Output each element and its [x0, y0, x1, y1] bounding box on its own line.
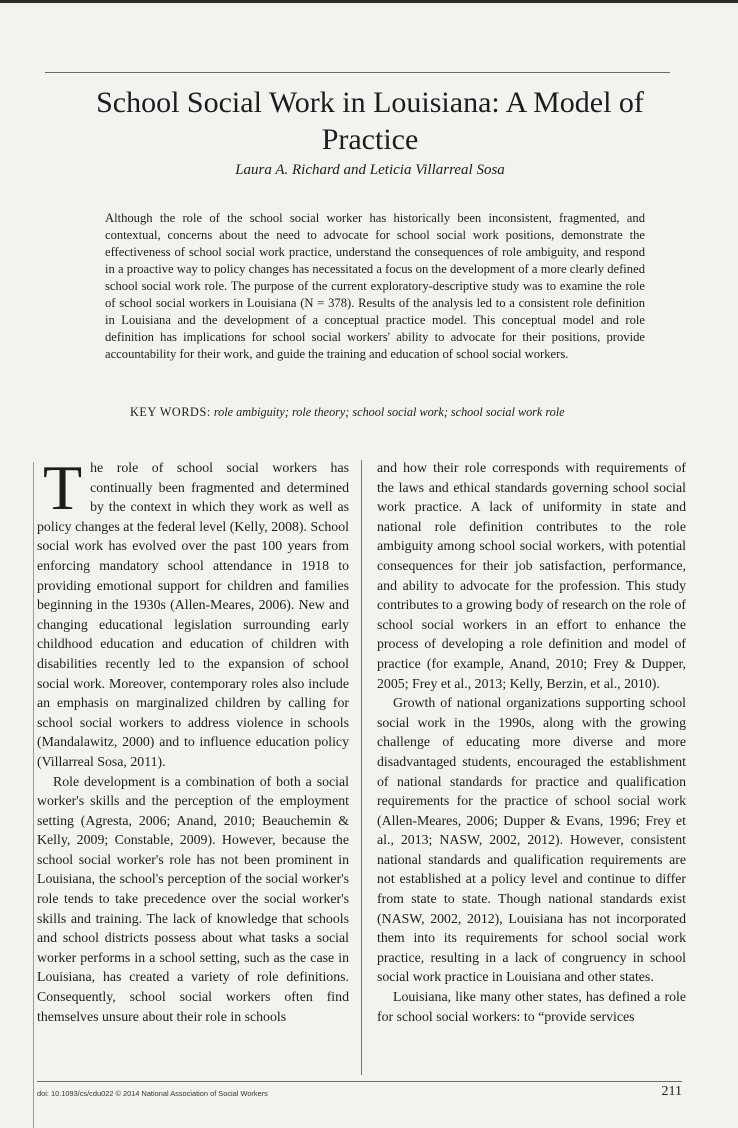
abstract: Although the role of the school social worker has historically been inconsistent, fragmented, and contextual, concerns about the need to advocate for school social work positions, demonstrate the effectiveness of school social work practice, understand the consequences of role ambiguity, and respond in a proactive way to policy changes has necessitated a focus on the development of a more clearly defined school social work role. The purpose of the current exploratory-descriptive study was to examine the role of school social workers in Louisiana (N = 378). Results of the analysis led to a consistent role definition in Louisiana and the development of a conceptual practice model. This conceptual model and role definition has implications for school social workers' ability to advocate for their positions, provide accountability for their work, and guide the training and education of school social workers. — [105, 211, 645, 361]
column-divider — [361, 460, 362, 1075]
drop-cap: T — [43, 452, 83, 523]
article-title: School Social Work in Louisiana: A Model of Practice — [96, 86, 644, 156]
body-paragraph: and how their role corresponds with requirements of the laws and ethical standards governing school social work practice. A lack of uniformity in state and national role definition contributes to the role ambiguity among school social workers, with potential consequences for their job satisfaction, performance, and ability to advocate for the profession. This study contributes to a growing body of research on the role of school social workers in an effort to enhance the process of developing a role definition and model of practice (for example, Anand, 2010; Frey & Dupper, 2005; Frey et al., 2013; Kelly, Berzin, et al., 2010). — [377, 460, 686, 691]
keywords-label: KEY WORDS: — [130, 405, 211, 419]
footer-doi: doi: 10.1093/cs/cdu022 © 2014 National Association of Social Workers — [37, 1089, 268, 1098]
footer-rule — [37, 1081, 682, 1082]
body-left-column — [37, 452, 349, 1026]
body-paragraph: Growth of national organizations supporting school social work in the 1990s, along with the growing challenge of educating more diverse and more disadvantaged students, encouraged the establishment of national standards for practice and qualification requirements for the practice of school social work (Allen-Meares, 2006; Dupper & Evans, 1996; Frey et al., 2013; NASW, 2002, 2012). However, consistent national standards and qualification requirements are not established at a policy level and continue to differ from state to state. Though national standards exist (NASW, 2002, 2012), Louisiana has not incorporated them into its requirements for school social work practice, resulting in a lack of congruency in school social work practice in Louisiana and other states. — [377, 695, 686, 985]
scan-edge — [0, 0, 738, 3]
header-rule — [45, 72, 670, 73]
body-paragraph — [37, 452, 349, 772]
page-number: 211 — [661, 1084, 682, 1099]
scan-margin-line — [33, 462, 34, 1128]
keywords — [130, 405, 650, 420]
body-paragraph: Role development is a combination of both a social worker's skills and the perception of the employment setting (Agresta, 2006; Anand, 2010; Beauchemin & Kelly, 2009; Constable, 2009). However, because the school social worker's role has not been prominent in Louisiana, the school's perception of the social worker's role tends to take precedence over the social worker's skills and training. The lack of knowledge that schools and school districts possess about what tasks a social worker performs in a school setting, such as the case in Louisiana, has created a variety of role definitions. Consequently, school social workers often find themselves unsure about their role in schools — [37, 773, 349, 1024]
paragraph-text: he role of school social workers has continually been fragmented and determined by the context in which they work as well as policy changes at the federal level (Kelly, 2008). School social work has evolved over the past 100 years from enforcing mandatory school attendance in 1918 to providing emotional support for children and families beginning in the 1930s (Allen-Meares, 2006). New and changing educational legislation surrounding early childhood education and education of children with disabilities recently led to the expansion of school social work. Moreover, contemporary roles also include an emphasis on marginalized children by calling for school social workers to address violence in schools (Mandalawitz, 2000) and to influence education policy (Villarreal Sosa, 2011). — [37, 460, 349, 769]
article-authors: Laura A. Richard and Leticia Villarreal Sosa — [235, 162, 505, 178]
body-right-column — [377, 458, 686, 1026]
keywords-terms: role ambiguity; role theory; school social work; school social work role — [213, 405, 565, 419]
body-paragraph: Louisiana, like many other states, has defined a role for school social workers: to “provide services — [377, 989, 686, 1024]
